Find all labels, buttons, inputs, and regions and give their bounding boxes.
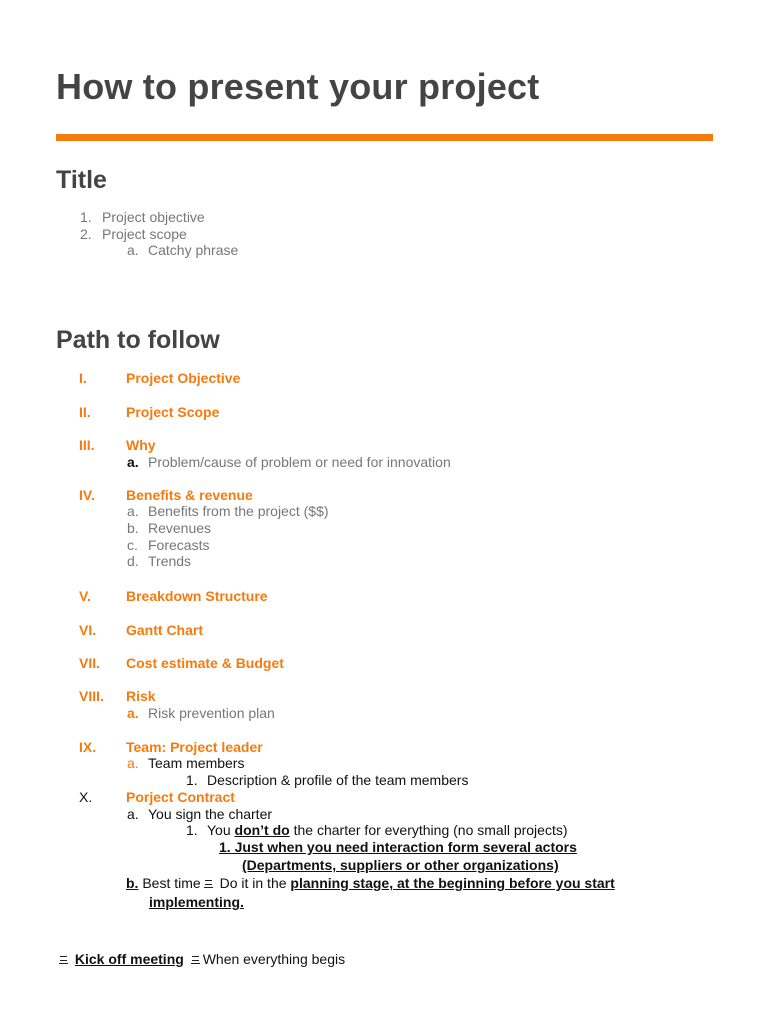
item-x-sub2-pre: You bbox=[207, 822, 231, 838]
item-ix-label: Team: Project leader bbox=[126, 739, 263, 755]
item-iv-sub-d-text: Trends bbox=[148, 553, 192, 569]
item-iv-label: Benefits & revenue bbox=[126, 487, 253, 503]
item-ix-sub-letter: a. bbox=[127, 755, 139, 771]
item-iii-sub-text: Problem/cause of problem or need for innovation bbox=[148, 454, 451, 470]
arrow-symbol-icon bbox=[204, 878, 213, 888]
item-iii-num: III. bbox=[79, 437, 95, 453]
item-vi-num: VI. bbox=[79, 622, 97, 638]
item-vii-num: VII. bbox=[79, 655, 101, 671]
item-iv-sub-d-letter: d. bbox=[127, 553, 139, 569]
title-item-2-num: 2. bbox=[80, 226, 92, 242]
item-x-sub2-num: 1. bbox=[186, 822, 198, 838]
item-iv-sub-b-text: Revenues bbox=[148, 520, 212, 536]
item-x-sub2-line bbox=[207, 822, 568, 839]
item-viii-label: Risk bbox=[126, 688, 156, 704]
item-v-label: Breakdown Structure bbox=[126, 588, 268, 604]
item-ix-sub2-text: Description & profile of the team members bbox=[207, 772, 469, 788]
item-x-label: Porject Contract bbox=[126, 789, 235, 805]
item-iv-sub-b-letter: b. bbox=[127, 520, 139, 536]
item-iv-sub-a-text: Benefits from the project ($$) bbox=[148, 503, 329, 519]
item-iii-sub-letter: a. bbox=[127, 454, 139, 470]
item-i-num: I. bbox=[79, 370, 87, 386]
item-vi-label: Gantt Chart bbox=[126, 622, 203, 638]
item-iv-num: IV. bbox=[79, 487, 95, 503]
arrow-symbol-icon bbox=[191, 954, 200, 964]
title-item-1-num: 1. bbox=[80, 209, 92, 225]
orange-divider bbox=[56, 134, 713, 141]
document-title: How to present your project bbox=[56, 66, 540, 107]
title-heading: Title bbox=[56, 166, 107, 194]
item-x-b-letter: b. bbox=[126, 875, 139, 891]
item-ix-sub-text: Team members bbox=[148, 755, 245, 771]
item-x-b-bold2: implementing. bbox=[149, 894, 244, 910]
item-x-b-bold1: planning stage, at the beginning before you start bbox=[290, 875, 615, 891]
item-x-sub3-line2: (Departments, suppliers or other organizations) bbox=[242, 857, 559, 873]
title-item-1-text: Project objective bbox=[102, 209, 205, 225]
item-ii-label: Project Scope bbox=[126, 404, 220, 420]
item-v-num: V. bbox=[79, 588, 91, 604]
title-sub-text: Catchy phrase bbox=[148, 242, 239, 258]
item-viii-num: VIII. bbox=[79, 688, 104, 704]
item-x-sub-letter: a. bbox=[127, 806, 139, 822]
item-vii-label: Cost estimate & Budget bbox=[126, 655, 284, 671]
path-heading: Path to follow bbox=[56, 326, 220, 354]
item-x-sub3-line1: 1. Just when you need interaction form several actors bbox=[219, 839, 577, 855]
item-x-b-mid: Do it in the bbox=[219, 875, 287, 891]
item-ix-num: IX. bbox=[79, 739, 97, 755]
kickoff-text: When everything begis bbox=[202, 951, 346, 967]
kickoff-line bbox=[56, 951, 345, 968]
item-x-sub-text: You sign the charter bbox=[148, 806, 273, 822]
item-x-sub2-post: the charter for everything (no small projects) bbox=[293, 822, 568, 838]
item-viii-sub-text: Risk prevention plan bbox=[148, 705, 275, 721]
item-iii-label: Why bbox=[126, 437, 156, 453]
item-iv-sub-c-letter: c. bbox=[127, 537, 138, 553]
title-sub-letter: a. bbox=[127, 242, 139, 258]
item-i-label: Project Objective bbox=[126, 370, 241, 386]
title-item-2-text: Project scope bbox=[102, 226, 187, 242]
item-ix-sub2-num: 1. bbox=[186, 772, 198, 788]
bullet-symbol-icon bbox=[59, 954, 68, 964]
item-x-b-line bbox=[126, 875, 615, 892]
item-x-sub2-bold: don’t do bbox=[234, 822, 290, 838]
item-x-b-pre: Best time bbox=[142, 875, 201, 891]
item-viii-sub-letter: a. bbox=[127, 705, 139, 721]
item-x-num: X. bbox=[79, 789, 93, 805]
item-iv-sub-a-letter: a. bbox=[127, 503, 139, 519]
item-iv-sub-c-text: Forecasts bbox=[148, 537, 210, 553]
item-ii-num: II. bbox=[79, 404, 91, 420]
kickoff-label: Kick off meeting bbox=[74, 951, 184, 967]
